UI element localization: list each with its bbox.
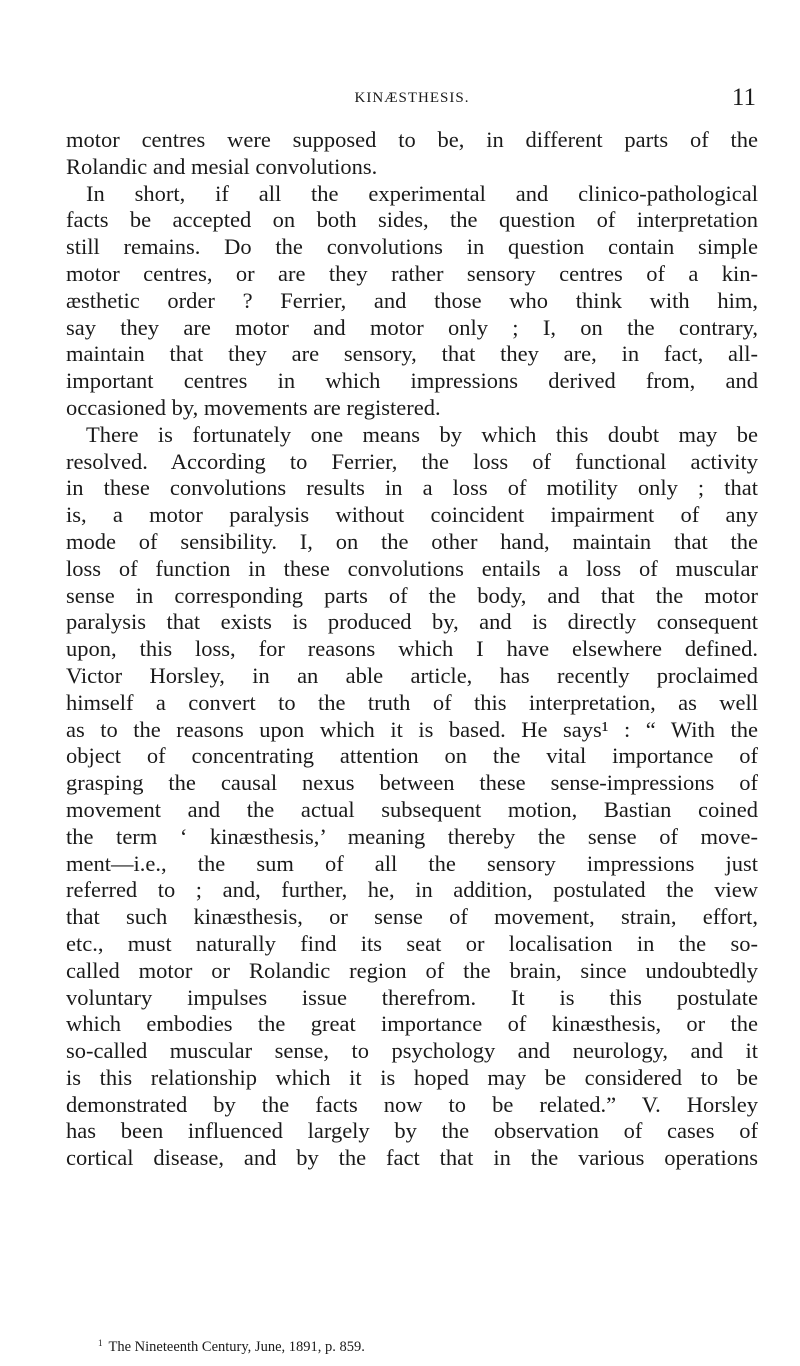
text-line: that such kinæsthesis, or sense of movement, strain, effort, (66, 904, 758, 930)
text-line: motor centres were supposed to be, in different parts of the (66, 127, 758, 152)
text-line: himself a convert to the truth of this interpretation, as well (66, 689, 758, 715)
text-line: the term ‘ kinæsthesis,’ meaning thereby the sense of move- (66, 823, 758, 849)
footnote (98, 1338, 365, 1356)
text-line: In short, if all the experimental and clinico-pathological (86, 180, 758, 206)
text-line: upon, this loss, for reasons which I have elsewhere defined. (66, 636, 758, 662)
text-line: say they are motor and motor only ; I, on the contrary, (66, 314, 758, 340)
text-line: There is fortunately one means by which this doubt may be (86, 421, 758, 447)
text-line: called motor or Rolandic region of the brain, since undoubtedly (66, 957, 758, 983)
text-line: motor centres, or are they rather sensory centres of a kin- (66, 260, 758, 286)
running-head (66, 84, 758, 112)
text-line: movement and the actual subsequent motion, Bastian coined (66, 796, 758, 822)
text-line: which embodies the great importance of kinæsthesis, or the (66, 1011, 758, 1037)
text-line: maintain that they are sensory, that they are, in fact, all- (66, 341, 758, 367)
text-line: is, a motor paralysis without coincident impairment of any (66, 502, 758, 528)
text-line: facts be accepted on both sides, the question of interpretation (66, 207, 758, 233)
text-line: so-called muscular sense, to psychology and neurology, and it (66, 1038, 758, 1064)
text-line: voluntary impulses issue therefrom. It is this postulate (66, 984, 758, 1010)
footnote-marker: 1 (98, 1338, 103, 1348)
text-line: important centres in which impressions derived from, and (66, 368, 758, 394)
text-line: sense in corresponding parts of the body, and that the motor (66, 582, 758, 608)
text-line: demonstrated by the facts now to be related.” V. Horsley (66, 1091, 758, 1117)
footnote-text: The Nineteenth Century, June, 1891, p. 859. (108, 1339, 365, 1355)
running-title: KINÆSTHESIS. (354, 90, 470, 106)
text-line: cortical disease, and by the fact that in the various operations (66, 1145, 758, 1171)
text-line: has been influenced largely by the observation of cases of (66, 1118, 758, 1144)
text-line: still remains. Do the convolutions in question contain simple (66, 234, 758, 260)
text-line: loss of function in these convolutions entails a loss of muscular (66, 555, 758, 581)
text-line: in these convolutions results in a loss of motility only ; that (66, 475, 758, 501)
page-number: 11 (731, 84, 756, 111)
text-line: ment—i.e., the sum of all the sensory impressions just (66, 850, 758, 876)
text-line: Rolandic and mesial convolutions. (66, 153, 378, 179)
text-line: Victor Horsley, in an able article, has recently proclaimed (66, 662, 758, 688)
text-line: as to the reasons upon which it is based. He says¹ : “ With the (66, 716, 758, 742)
text-line: etc., must naturally find its seat or localisation in the so- (66, 930, 758, 956)
text-line: occasioned by, movements are registered. (66, 394, 441, 420)
text-line: æsthetic order ? Ferrier, and those who think with him, (66, 287, 758, 313)
text-line: paralysis that exists is produced by, and is directly consequent (66, 609, 758, 635)
text-line: referred to ; and, further, he, in addition, postulated the view (66, 877, 758, 903)
text-line: resolved. According to Ferrier, the loss of functional activity (66, 448, 758, 474)
body-text (66, 127, 758, 1172)
text-line: grasping the causal nexus between these sense-impressions of (66, 770, 758, 796)
text-line: object of concentrating attention on the vital importance of (66, 743, 758, 769)
text-line: is this relationship which it is hoped may be considered to be (66, 1064, 758, 1090)
text-line: mode of sensibility. I, on the other hand, maintain that the (66, 528, 758, 554)
